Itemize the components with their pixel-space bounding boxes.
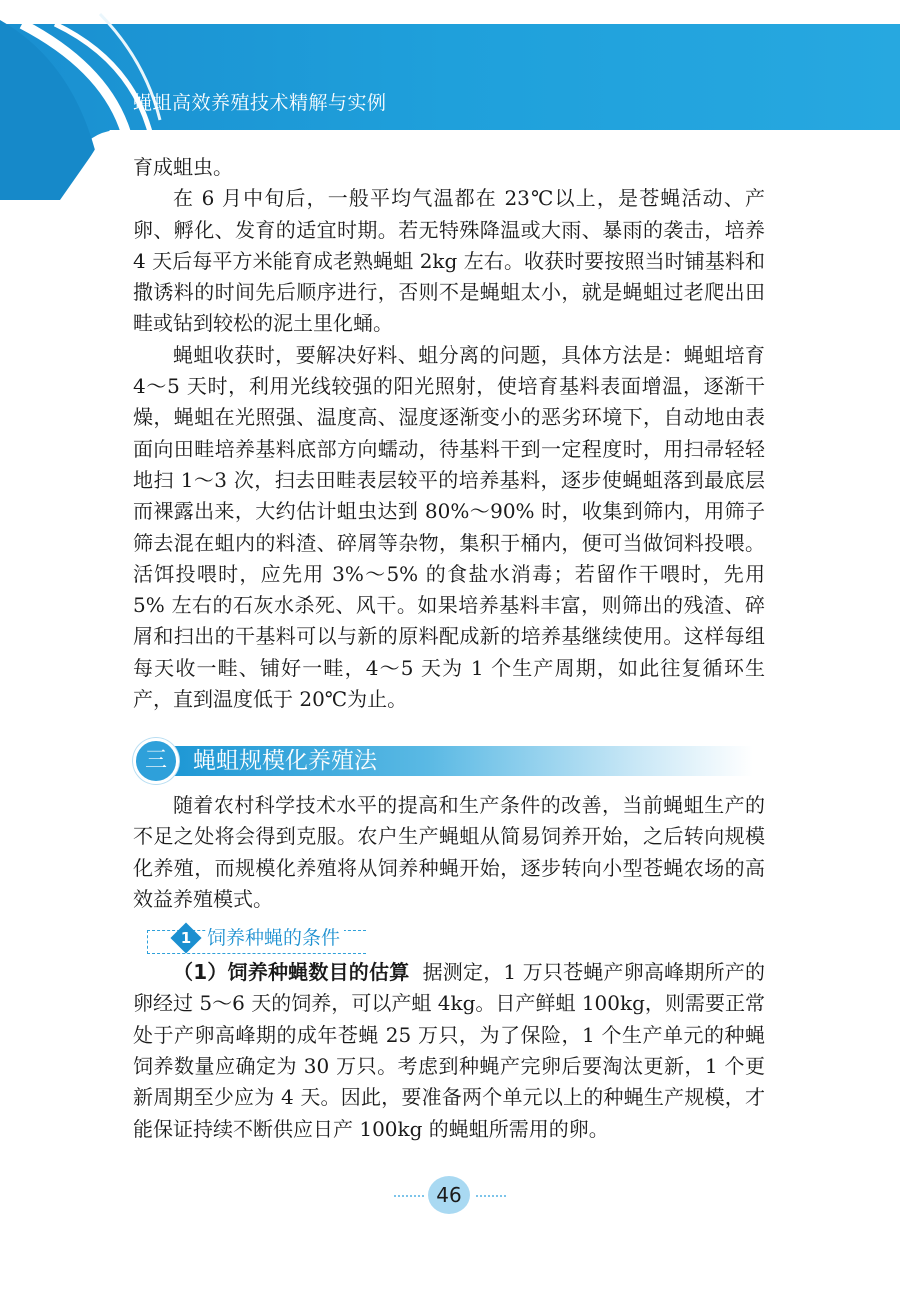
- subsection-title: 饲养种蝇的条件: [207, 924, 344, 952]
- section-heading: [133, 738, 753, 784]
- page-number-dots-left: [394, 1195, 424, 1197]
- subsection-heading: [133, 921, 765, 955]
- page-number-dots-right: [476, 1195, 506, 1197]
- paragraph-lead-heading: （1）饲养种蝇数目的估算: [173, 960, 410, 985]
- page-number-area: [400, 1175, 500, 1215]
- paragraph-intro: 随着农村科学技术水平的提高和生产条件的改善，当前蝇蛆生产的不足之处将会得到克服。农户生产蝇蛆从简易饲养开始，之后转向规模化养殖，而规模化养殖将从饲养种蝇开始，逐步转向小型苍蝇农场的高效益养殖模式。: [133, 793, 765, 911]
- paragraph-harvest-method: 蝇蛆收获时，要解决好料、蛆分离的问题，具体方法是：蝇蛆培育 4～5 天时，利用光线较强的阳光照射，使培育基料表面增温，逐渐干燥，蝇蛆在光照强、温度高、湿度逐渐变小的恶劣环境下，自动地由表面向田畦培养基料底部方向蠕动，待基料干到一定程度时，用扫帚轻轻地扫 1～3 次，扫去田畦表层较平的培养基料，逐步使蝇蛆落到最底层而裸露出来，大约估计蛆虫达到 80%～90% 时，收集到筛内，用筛子筛去混在蛆内的料渣、碎屑等杂物，集积于桶内，便可当做饲料投喂。活饵投喂时，应先用 3%～5% 的食盐水消毒；若留作干喂时，先用 5% 左右的石灰水杀死、风干。如果培养基料丰富，则筛出的残渣、碎屑和扫出的干基料可以与新的原料配成新的培养基继续使用。这样每组每天收一畦、铺好一畦，4～5 天为 1 个生产周期，如此往复循环生产，直到温度低于 20℃为止。: [133, 342, 765, 712]
- section-title: 蝇蛆规模化养殖法: [193, 748, 377, 774]
- paragraph-continuation: 育成蛆虫。: [133, 155, 233, 179]
- paragraph-fly-estimate: [133, 957, 765, 1145]
- paragraph-fly-estimate-text: 据测定，1 万只苍蝇产卵高峰期所产的卵经过 5～6 天的饲养，可以产蛆 4kg。日产鲜蛆 100kg，则需要正常处于产卵高峰期的成年苍蝇 25 万只，为了保险，1 个生产单元的种蝇饲养数量应确定为 30 万只。考虑到种蝇产完卵后要淘汰更新，1 个更新周期至少应为 4 天。因此，要准备两个单元以上的种蝇生产规模，才能保证持续不断供应日产 100kg 的蝇蛆所需用的卵。: [133, 960, 766, 1141]
- page-number: 46: [428, 1176, 470, 1214]
- section-number-badge: 三: [133, 738, 179, 784]
- running-title: 蝇蛆高效养殖技术精解与实例: [133, 92, 387, 114]
- paragraph-june-conditions: 在 6 月中旬后，一般平均气温都在 23℃以上，是苍蝇活动、产卵、孵化、发育的适宜时期。若无特殊降温或大雨、暴雨的袭击，培养 4 天后每平方米能育成老熟蝇蛆 2kg 左右。收获时要按照当时铺基料和撒诱料的时间先后顺序进行，否则不是蝇蛆太小，就是蝇蛆过老爬出田畦或钻到较松的泥土里化蛹。: [133, 186, 765, 336]
- body-text-top: [133, 152, 765, 715]
- subsection-number: 1: [180, 929, 192, 948]
- body-text-bottom: [133, 790, 765, 1145]
